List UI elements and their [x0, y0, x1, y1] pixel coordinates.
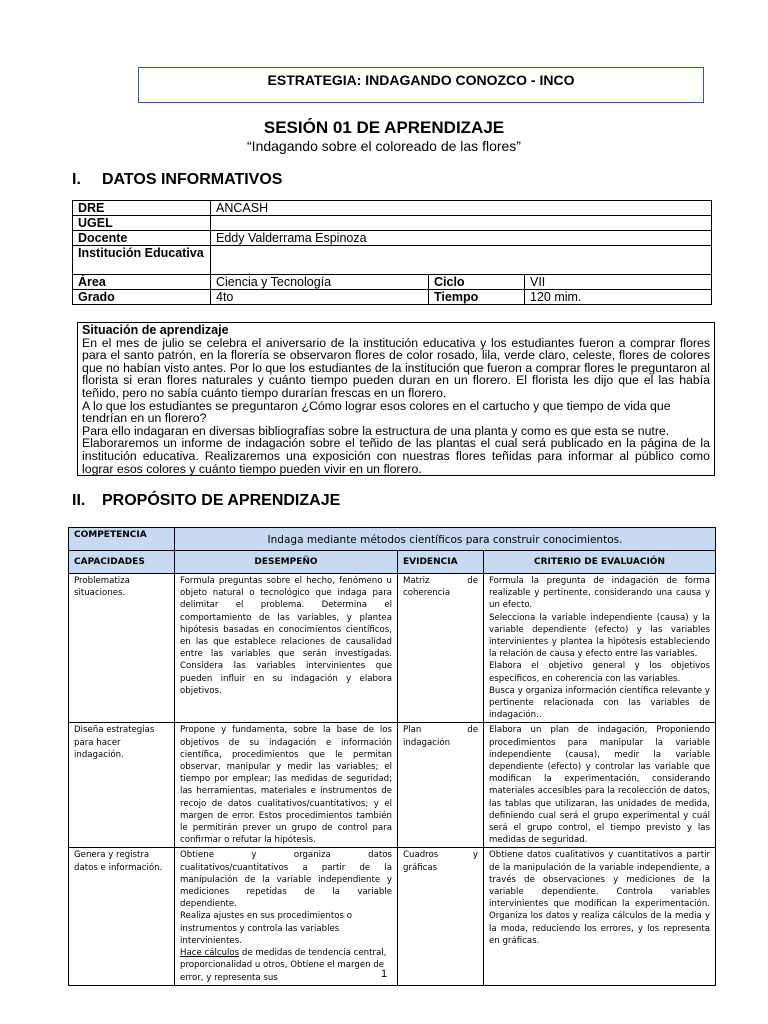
desempeno-cell: Formula preguntas sobre el hecho, fenómeno u objeto natural o tecnológico que indaga para delimitar el problema. Determina el comportamiento de las variables, y plantea hipótesis basadas en conocimientos científicos, en las que establece relaciones de causalidad entre las variables que serán investigadas. Considera las variables intervinientes que pueden influir en su indagación y elabora objetivos. [175, 574, 398, 723]
section-title: DATOS INFORMATIVOS [102, 171, 283, 188]
competency-label: COMPETENCIA [69, 528, 175, 551]
area-label: Área [73, 275, 211, 290]
grado-label: Grado [73, 290, 211, 305]
evidencia-cell: Plan de indagación [398, 723, 484, 848]
evidencia-cell: Matriz de coherencia [398, 574, 484, 723]
ciclo-value: VII [525, 275, 712, 290]
tiempo-label: Tiempo [429, 290, 525, 305]
competency-value: Indaga mediante métodos científicos para construir conocimientos. [175, 528, 716, 551]
info-table [72, 200, 712, 305]
ugel-label: UGEL [73, 216, 211, 231]
dre-value: ANCASH [211, 201, 712, 216]
docente-value: Eddy Valderrama Espinoza [211, 231, 712, 246]
docente-label: Docente [73, 231, 211, 246]
page-number: 1 [380, 968, 388, 980]
institucion-value [211, 246, 712, 275]
table-row [69, 848, 716, 985]
table-row [73, 201, 712, 216]
section-number: II. [72, 492, 86, 509]
situation-paragraph-3: Para ello indagaran en diversas bibliografías sobre la estructura de una planta y como es que esta se nutre. [82, 423, 670, 438]
grado-value: 4to [211, 290, 429, 305]
criterio-cell: Obtiene datos cualitativos y cuantitativos a partir de la manipulación de la variable independiente, a través de observaciones y mediciones de la variable dependiente. Controla variables intervinientes que modifican la experimentación. Organiza los datos y realiza cálculos de la media y la moda, reduciendo los errores, y los representa en gráficas. [484, 848, 716, 985]
table-row [69, 723, 716, 848]
table-header-row [69, 551, 716, 574]
table-row [69, 528, 716, 551]
table-row [73, 275, 712, 290]
session-title: SESIÓN 01 DE APRENDIZAJE [263, 118, 505, 137]
capacidad-cell: Diseña estrategias para hacer indagación. [69, 723, 175, 848]
capacidad-cell: Genera y registra datos e información. [69, 848, 175, 985]
situation-paragraph-1: En el mes de julio se celebra el aniversario de la institución educativa y los estudiantes fueron a comprar flores para el santo patrón, en la florería se observaron flores de color rosado, lila, verde claro, celeste, flores de colores que no habían visto antes. Por lo que los estudiantes de la institución que fueron a comprar flores le preguntaron al florista si eran flores naturales y cuánto tiempo pueden duran en un florero. El florista les dijo que el las había teñido, pero no sabía cuánto tiempo durarían frescas en un florero. [82, 335, 710, 400]
situation-title: Situación de aprendizaje [82, 323, 229, 337]
ciclo-label: Ciclo [429, 275, 525, 290]
section-number: I. [72, 171, 81, 188]
desempeno-cell [175, 848, 398, 985]
header-evidencia: EVIDENCIA [398, 551, 484, 574]
area-value: Ciencia y Tecnología [211, 275, 429, 290]
situation-paragraph-4: Elaboraremos un informe de indagación sobre el teñido de las plantas el cual será publicado en la página de la institución educativa. Realizaremos una exposición con nuestras flores teñidas para informar al público como lograr esos colores y cuánto tiempo pueden vivir en un florero. [82, 436, 710, 476]
section-heading-proposito [72, 492, 340, 510]
table-row [73, 246, 712, 275]
table-row [73, 290, 712, 305]
evidencia-cell: Cuadros y gráficas [398, 848, 484, 985]
ugel-value [211, 216, 712, 231]
criterio-cell: Elabora un plan de indagación, Proponiendo procedimientos para manipular la variable independiente (causa), medir la variable dependiente (efecto) y controlar las variable que modifican la experimentación, considerando materiales accesibles para la recolección de datos, las tablas que utilizaran, las unidades de medida, definiendo cual será el grupo experimental y cuál será el grupo control, el tiempo previsto y las medidas de seguridad. [484, 723, 716, 848]
strategy-title: ESTRATEGIA: INDAGANDO CONOZCO - INCO [267, 72, 575, 88]
situation-box [77, 322, 715, 476]
desempeno-text-rest: de medidas de tendencia central, proporcionalidad u otros, Obtiene el margen de error, y representa sus [180, 948, 387, 983]
strategy-box [138, 67, 704, 103]
dre-label: DRE [73, 201, 211, 216]
desempeno-cell: Propone y fundamenta, sobre la base de los objetivos de su indagación e información científica, procedimientos que le permitan observar, manipular y medir las variables; el tiempo por emplear; las medidas de seguridad; las herramientas, materiales e instrumentos de recojo de datos cualitativos/cuantitativos; y el margen de error. Estos procedimientos también le permitirán prever un grupo de control para confirmar o refutar la hipótesis. [175, 723, 398, 848]
header-criterio: CRITERIO DE EVALUACIÓN [484, 551, 716, 574]
competency-table [68, 527, 716, 986]
institucion-label: Institución Educativa [73, 246, 211, 275]
capacidad-cell: Problematiza situaciones. [69, 574, 175, 723]
table-row [73, 231, 712, 246]
table-row [73, 216, 712, 231]
criterio-cell: Formula la pregunta de indagación de forma realizable y pertinente, considerando una causa y un efecto. Selecciona la variable independiente (causa) y la variable dependiente (efecto) y las variables intervinientes y plantea la hipótesis estableciendo la relación de causa y efecto entre las variables. Elabora el objetivo general y los objetivos específicos, en coherencia con las variables. Busca y organiza información científica relevante y pertinente relacionada con las variables de indagación.. [484, 574, 716, 723]
desempeno-text-a: Obtiene y organiza datos cualitativos/cuantitativos a partir de la manipulación de la variable independiente y mediciones repetidas de la variable dependiente. [180, 850, 392, 910]
session-subtitle: “Indagando sobre el coloreado de las flores” [247, 138, 521, 154]
header-desempeno: DESEMPEÑO [175, 551, 398, 574]
header-capacidades: CAPACIDADES [69, 551, 175, 574]
section-title: PROPÓSITO DE APRENDIZAJE [102, 492, 341, 509]
situation-paragraph-2: A lo que los estudiantes se preguntaron ¿Cómo lograr esos colores en el cartucho y que tiempo de vida que tendrían en un florero? [82, 398, 671, 426]
table-row [69, 574, 716, 723]
desempeno-underlined-text: Hace cálculos [180, 948, 240, 959]
desempeno-text-b: Realiza ajustes en sus procedimientos o instrumentos y controla las variables intervinientes. [180, 911, 352, 946]
section-heading-datos [72, 171, 282, 189]
tiempo-value: 120 mim. [525, 290, 712, 305]
